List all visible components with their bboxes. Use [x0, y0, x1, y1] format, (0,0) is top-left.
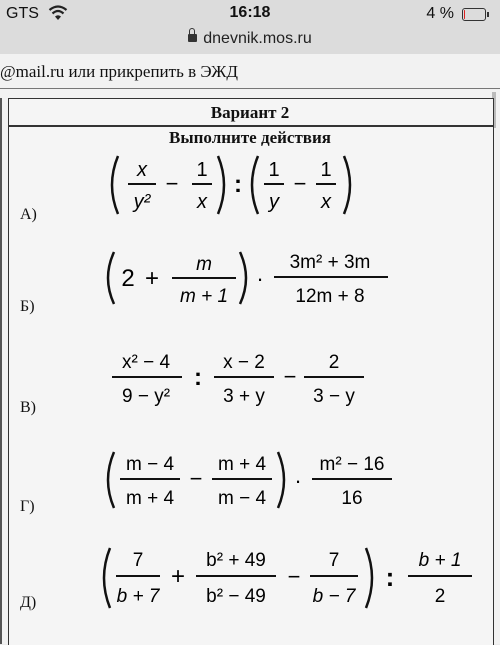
c-num3: 2 [328, 352, 340, 373]
e-num1: 7 [132, 550, 144, 571]
b-den1: m + 1 [179, 286, 229, 307]
d-minus: − [189, 466, 203, 491]
c-num2: x − 2 [223, 352, 265, 373]
a-den2: x [197, 191, 207, 213]
b-num2: 3m² + 3m [289, 252, 371, 273]
c-den2: 3 + y [223, 386, 265, 407]
c-den1: 9 − y² [121, 386, 171, 407]
c-minus: − [283, 364, 297, 389]
a-num2: 1 [196, 159, 208, 181]
e-colon: : [385, 562, 395, 592]
carrier-name: GTS [6, 5, 39, 22]
d-num3: m² − 16 [319, 454, 385, 475]
status-bar [0, 0, 500, 28]
b-den2: 12m + 8 [295, 286, 365, 307]
expression-e [96, 542, 486, 614]
a-op2: : [234, 171, 242, 198]
item-label-a: А) [20, 206, 37, 223]
a-op3: − [293, 171, 307, 196]
b-whole: 2 [121, 265, 135, 292]
item-label-c: В) [20, 399, 36, 416]
battery-level [464, 10, 465, 19]
a-op1: − [165, 171, 179, 196]
d-den1: m + 4 [125, 488, 175, 509]
e-den3: b − 7 [312, 586, 356, 607]
c-den3: 3 − y [313, 386, 355, 407]
url-text: dnevnik.mos.ru [203, 30, 312, 47]
d-dot: · [294, 468, 302, 493]
a-den4: x [321, 191, 331, 213]
item-label-e: Д) [20, 594, 37, 611]
battery-percent: 4 % [426, 5, 454, 22]
e-den1: b + 7 [116, 586, 160, 607]
a-num4: 1 [320, 159, 332, 181]
d-num1: m − 4 [125, 454, 175, 475]
a-den1: y² [133, 191, 151, 213]
battery-icon [462, 8, 486, 21]
expression-b [100, 244, 400, 314]
d-den3: 16 [341, 488, 363, 509]
header-text: @mail.ru или прикрепить в ЭЖД [0, 62, 238, 81]
address-bar[interactable] [0, 28, 500, 54]
variant-title: Вариант 2 [210, 103, 290, 122]
b-dot: · [256, 266, 264, 291]
table-left-border [0, 98, 2, 644]
expression-d [100, 446, 400, 516]
item-label-b: Б) [20, 298, 35, 315]
table-header-divider [8, 125, 494, 127]
task-title: Выполните действия [169, 128, 331, 147]
clock: 16:18 [229, 4, 271, 21]
page-content [0, 54, 500, 644]
lock-icon [188, 34, 197, 42]
e-num4: b + 1 [418, 550, 462, 571]
e-den2: b² − 49 [206, 586, 266, 607]
e-plus: + [170, 563, 186, 590]
a-num3: 1 [268, 159, 280, 181]
e-num2: b² + 49 [206, 550, 266, 571]
e-den4: 2 [434, 586, 446, 607]
item-label-d: Г) [20, 498, 35, 515]
c-num1: x² − 4 [121, 352, 171, 373]
b-plus: + [144, 265, 160, 292]
divider [0, 88, 500, 89]
e-minus: − [287, 564, 301, 589]
c-colon: : [194, 364, 202, 391]
d-num2: m + 4 [217, 454, 267, 475]
expression-c [108, 344, 378, 414]
d-den2: m − 4 [217, 488, 267, 509]
a-num1: x [137, 159, 147, 181]
e-num3: 7 [328, 550, 340, 571]
b-num1: m [196, 254, 212, 275]
expression-a [104, 150, 364, 220]
a-den3: y [269, 191, 279, 213]
